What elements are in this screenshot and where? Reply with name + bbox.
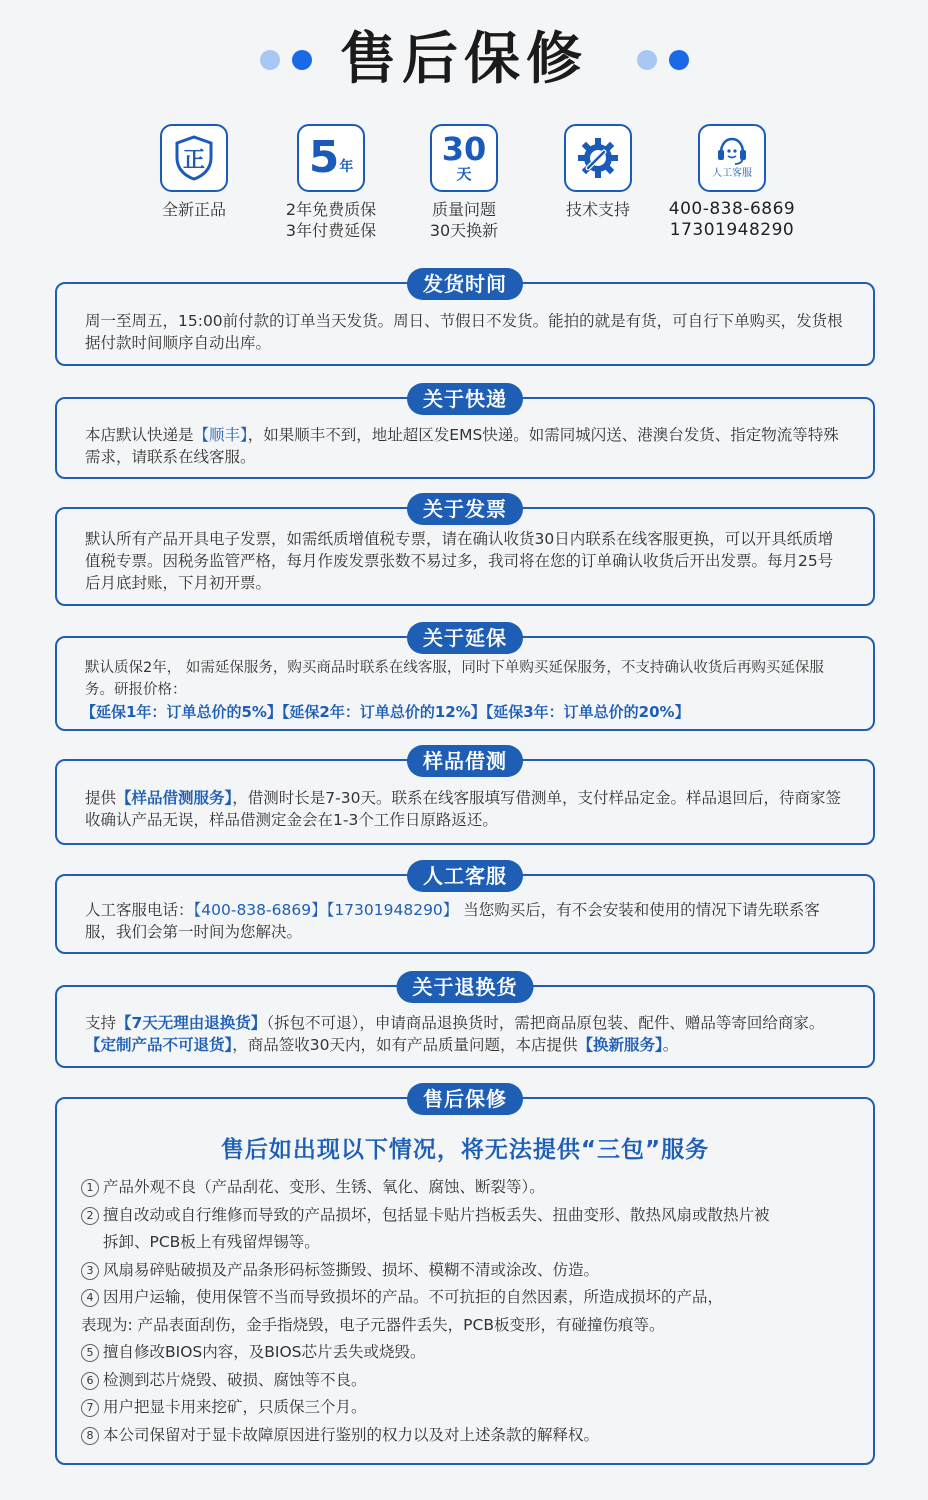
express-highlight: 【顺丰】 [193, 426, 248, 444]
warranty-prices: 【延保1年：订单总价的5%】【延保2年：订单总价的12%】【延保3年：订单总价的20%】 [81, 703, 690, 721]
section-title: 关于退换货 [397, 971, 534, 1003]
body-text: 支持 [85, 1014, 117, 1032]
feature-warranty-years [261, 124, 401, 241]
thirty-day-icon [430, 124, 498, 192]
list-item-text: 用户把显卡用来挖矿，只质保三个月。 [103, 1398, 367, 1416]
body-text: 提供 [85, 789, 117, 807]
section-aftersale [55, 1087, 875, 1465]
page-header [0, 22, 928, 98]
section-title: 样品借测 [407, 745, 523, 777]
body-text: ，商品签收30天内，如有产品质量问题，本店提供 [232, 1036, 578, 1054]
aftersale-list [57, 1174, 873, 1449]
list-item [57, 1312, 873, 1340]
section-body: 默认质保2年， 如需延保服务，购买商品时联系在线客服，同时下单购买延保服务，不支持确认收货后再购买延保服务。研报价格： [85, 660, 824, 698]
list-item-text: 擅自改动或自行维修而导致的产品损坏，包括显卡贴片挡板丢失、扭曲变形、散热风扇或散热片被 [103, 1205, 770, 1224]
section-body: 周一至周五，15:00前付款的订单当天发货。周日、节假日不发货。能拍的就是有货，可自行下单购买，发货根据付款时间顺序自动出库。 [85, 312, 843, 352]
gear-wrench-icon [564, 124, 632, 192]
list-item-number: 1 [81, 1179, 99, 1197]
section-body: 默认所有产品开具电子发票，如需纸质增值税专票，请在确认收货30日内联系在线客服更换，可以开具纸质增值税专票。因税务监管严格，每月作废发票张数不易过多，我司将在您的订单确认收货后开出发票。每月25号后月底封账，下月初开票。 [85, 530, 834, 592]
five-year-icon-number: 5 [308, 132, 340, 183]
list-item [57, 1339, 873, 1367]
section-returns [55, 975, 875, 1068]
list-item-text: 拆卸、PCB板上有残留焊锡等。 [103, 1233, 320, 1251]
body-text: （拆包不可退），申请商品退换货时，需把商品原包装、配件、赠品等寄回给商家。 [266, 1014, 825, 1032]
section-title: 关于发票 [407, 493, 523, 525]
body-text: 人工客服电话： [85, 901, 194, 919]
thirty-day-icon-number: 30 [441, 130, 487, 168]
feature-genuine [124, 124, 264, 220]
feature-tech-support [528, 124, 668, 220]
list-item-number: 5 [81, 1344, 99, 1362]
returns-highlight: 【换新服务】 [577, 1036, 663, 1054]
list-item-number: 8 [81, 1427, 99, 1445]
list-item-text: 风扇易碎贴破损及产品条形码标签撕毁、损坏、模糊不清或涂改、仿造。 [103, 1260, 600, 1279]
list-item-text: 检测到芯片烧毁、破损、腐蚀等不良。 [103, 1370, 367, 1389]
thirty-day-icon-unit: 天 [456, 165, 472, 183]
returns-highlight: 【定制产品不可退货】 [85, 1036, 233, 1054]
list-item-text: 产品外观不良（产品刮花、变形、生锈、氧化、腐蚀、断裂等）。 [103, 1178, 545, 1196]
five-year-icon [297, 124, 365, 192]
five-year-icon-unit: 年 [339, 159, 354, 175]
list-item-number: 7 [81, 1399, 99, 1417]
section-invoice [55, 497, 875, 606]
list-item [57, 1394, 873, 1422]
section-title: 发货时间 [407, 268, 523, 300]
headset-icon-caption: 人工客服 [712, 168, 752, 179]
feature-icons-row [0, 124, 928, 244]
list-item [57, 1422, 873, 1450]
page-title: 售后保修 [340, 27, 588, 92]
hotline-numbers: 400-838-6869 17301948290 [668, 199, 796, 240]
body-text: ，借测时长是7-30天。联系在线客服填写借测单，支付样品定金。样品退回后，待商家签收确认产品无误，样品借测定金会在1-3个工作日原路返还。 [85, 789, 841, 829]
feature-label: 质量问题 30天换新 [429, 200, 499, 240]
sample-highlight: 【样品借测服务】 [116, 789, 233, 807]
feature-exchange [394, 124, 534, 241]
section-title: 关于延保 [407, 622, 523, 654]
list-item [57, 1367, 873, 1395]
body-text: 本店默认快递是 [85, 426, 194, 444]
list-item-text: 因用户运输，使用保管不当而导致损坏的产品。不可抗拒的自然因素，所造成损坏的产品， [103, 1288, 724, 1306]
feature-label: 2年免费质保 3年付费延保 [285, 200, 377, 240]
section-title: 关于快递 [407, 383, 523, 415]
list-item [57, 1284, 873, 1312]
list-item-text: 本公司保留对于显卡故障原因进行鉴别的权力以及对上述条款的解释权。 [103, 1425, 600, 1444]
section-title: 售后保修 [407, 1083, 523, 1115]
aftersale-heading: 售后如出现以下情况，将无法提供“三包”服务 [220, 1137, 710, 1163]
list-item-number: 4 [81, 1289, 99, 1307]
section-service [55, 864, 875, 954]
feature-label: 技术支持 [565, 200, 630, 219]
feature-hotline [662, 124, 802, 241]
section-express [55, 387, 875, 479]
headset-icon [698, 124, 766, 192]
genuine-icon-text: 正 [182, 147, 205, 173]
section-body [57, 424, 873, 468]
feature-label: 全新正品 [161, 200, 226, 219]
service-phone-highlight: 【400-838-6869】【17301948290】 [193, 901, 459, 919]
section-shipping [55, 272, 875, 366]
section-title: 人工客服 [407, 860, 523, 892]
list-item-number: 3 [81, 1262, 99, 1280]
list-item-number: 2 [81, 1207, 99, 1225]
list-item [57, 1174, 873, 1202]
body-text: 。 [662, 1036, 679, 1054]
section-warranty [55, 626, 875, 731]
list-item-text: 擅自修改BIOS内容，及BIOS芯片丢失或烧毁。 [103, 1343, 426, 1361]
section-body [57, 787, 873, 831]
section-body [57, 1012, 873, 1056]
section-body [57, 899, 873, 943]
list-item-number: 6 [81, 1372, 99, 1390]
list-item [57, 1257, 873, 1285]
body-text: 当您购买后，有不会安装和使用的情况下请先联系客服，我们会第一时间为您解决。 [85, 901, 820, 941]
list-item [57, 1229, 873, 1257]
returns-highlight: 【7天无理由退换货】 [116, 1014, 267, 1032]
list-item-text: 表现为: 产品表面刮伤，金手指烧毁，电子元器件丢失，PCB板变形，有碰撞伤痕等。 [81, 1315, 665, 1334]
section-sample [55, 749, 875, 845]
genuine-shield-icon [160, 124, 228, 192]
body-text: ，如果顺丰不到，地址超区发EMS快递。如需同城闪送、港澳台发货、指定物流等特殊需求，请联系在线客服。 [85, 426, 839, 466]
list-item [57, 1202, 873, 1230]
